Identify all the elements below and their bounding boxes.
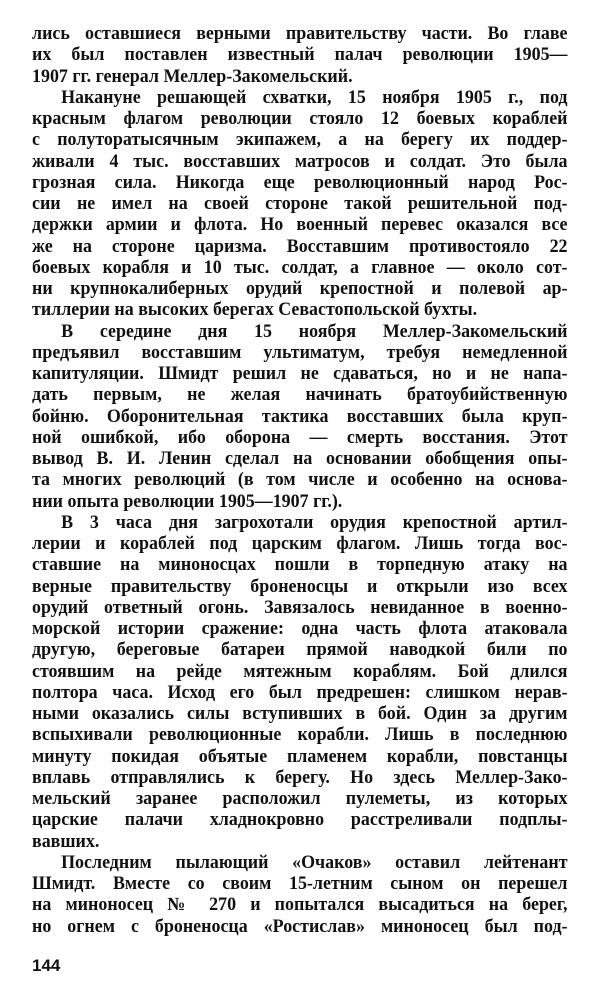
- text-line: же на стороне царизма. Восставшим противостояло 22: [32, 236, 568, 257]
- text-line: ставшие на миноносцах пошли в торпедную атаку на: [32, 555, 568, 576]
- text-line: Последним пылающий «Очаков» оставил лейтенант: [61, 852, 568, 873]
- text-line: стоявшим на рейде мятежным кораблям. Бой длился: [32, 661, 568, 682]
- text-line: на миноносец № 270 и попытался высадиться на берег,: [32, 895, 568, 916]
- text-line: но огнем с броненосца «Ростислав» миноносец был под-: [32, 916, 568, 937]
- text-line: вавших.: [32, 831, 100, 852]
- text-line: лерии и кораблей под царским флагом. Лишь тогда вос-: [32, 534, 568, 554]
- paragraph: [32, 853, 568, 938]
- text-line: сии не имел на своей стороне такой решительной под-: [32, 194, 568, 214]
- text-line: минуту покидая объятые пламенем корабли, повстанцы: [32, 746, 568, 767]
- text-line: полтора часа. Исход его был предрешен: слишком нерав-: [32, 682, 568, 703]
- text-line: вывод В. И. Ленин сделал на основании обобщения опы-: [32, 449, 568, 469]
- text-line: царские палачи хладнокровно расстреливали подплы-: [32, 810, 568, 831]
- paragraph: [32, 322, 568, 513]
- paragraph: [32, 513, 568, 853]
- page-number: 144: [32, 956, 61, 975]
- text-line: нии опыта революции 1905—1907 гг.).: [32, 491, 343, 512]
- text-line: капитуляции. Шмидт решил не сдаваться, но и не напа-: [32, 364, 568, 384]
- text-line: вспыхивали революционные корабли. Лишь в последнюю: [32, 725, 568, 746]
- text-line: другую, береговые батареи прямой наводкой били по: [32, 640, 568, 661]
- text-line: боевых корабля и 10 тыс. солдат, а главное — около сот-: [32, 257, 568, 278]
- text-line: ной ошибкой, ибо оборона — смерть восстания. Этот: [32, 427, 568, 448]
- text-line: мельский заранее расположил пулеметы, из которых: [32, 789, 568, 809]
- text-line: предъявил восставшим ультиматум, требуя немедленной: [32, 342, 568, 363]
- text-line: 1907 гг. генерал Меллер-Закомельский.: [32, 66, 353, 87]
- text-line: та многих революций (в том числе и особенно на основа-: [32, 470, 568, 491]
- text-line: ни крупнокалиберных орудий крепостной и полевой ар-: [32, 279, 568, 299]
- text-line: их был поставлен известный палач революции 1905—: [32, 45, 568, 66]
- page-body: [32, 24, 568, 938]
- text-line: В середине дня 15 ноября Меллер-Закомельский: [61, 321, 568, 342]
- text-line: дать первым, не желая начинать братоубийственную: [32, 385, 568, 406]
- text-line: бойню. Оборонительная тактика восставших была круп-: [32, 406, 568, 427]
- text-line: В 3 часа дня загрохотали орудия крепостной артил-: [61, 512, 568, 533]
- text-line: лись оставшиеся верными правительству части. Во главе: [32, 24, 568, 44]
- text-line: Накануне решающей схватки, 15 ноября 1905 г., под: [61, 87, 568, 108]
- text-line: грозная сила. Никогда еще революционный народ Рос-: [32, 172, 568, 193]
- paragraph: [32, 88, 568, 322]
- text-line: орудий ответный огонь. Завязалось невиданное в военно-: [32, 597, 568, 618]
- text-line: Шмидт. Вместе со своим 15-летним сыном он перешел: [32, 874, 568, 894]
- text-line: тиллерии на высоких берегах Севастопольской бухты.: [32, 300, 478, 321]
- text-line: с полуторатысячным экипажем, а на берегу их поддер-: [32, 130, 568, 151]
- text-line: держки армии и флота. Но военный перевес оказался все: [32, 215, 568, 236]
- text-line: верные правительству броненосцы и открыли изо всех: [32, 576, 568, 597]
- text-line: ными оказались силы вступивших в бой. Один за другим: [32, 704, 568, 724]
- text-line: живали 4 тыс. восставших матросов и солдат. Это была: [32, 151, 568, 172]
- text-line: красным флагом революции стояло 12 боевых кораблей: [32, 109, 568, 129]
- text-line: вплавь отправлялись к берегу. Но здесь Меллер-Зако-: [32, 767, 568, 788]
- text-line: морской истории сражение: одна часть флота атаковала: [32, 619, 568, 639]
- paragraph: [32, 24, 568, 88]
